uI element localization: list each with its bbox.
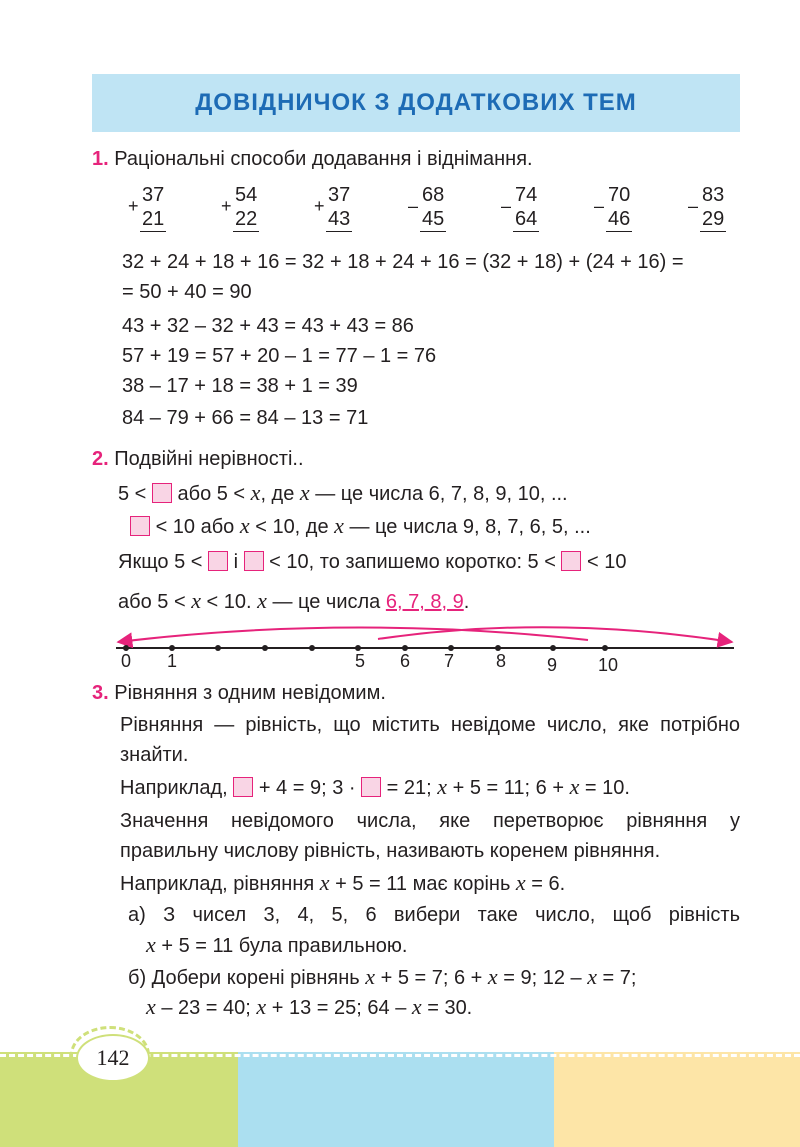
tick-label: 9	[546, 655, 558, 675]
page-number: 142	[96, 1045, 130, 1070]
blank-box	[361, 777, 381, 797]
root-example: Наприклад, рівняння x + 5 = 11 має корінь x = 6.	[120, 870, 566, 895]
equation-examples: Наприклад, + 4 = 9; 3 · = 21; x + 5 = 11; 6 + x = 10.	[120, 774, 630, 799]
equation-line: 84 – 79 + 66 = 84 – 13 = 71	[122, 407, 369, 429]
number-line	[110, 622, 750, 678]
column-bottom-number: 64	[515, 208, 538, 230]
equation-line: 32 + 24 + 18 + 16 = 32 + 18 + 24 + 16 = (32 + 18) + (24 + 16) =	[122, 251, 684, 273]
column-bottom-number: 22	[235, 208, 258, 230]
column-top-number: 37	[328, 184, 351, 206]
operation-sign: +	[221, 196, 232, 216]
equation-definition: Рівняння — рівність, що містить невідоме число, яке потрібно знайти.	[120, 714, 740, 766]
operation-sign: +	[314, 196, 325, 216]
column-computation	[128, 183, 166, 232]
column-computation	[594, 183, 632, 232]
column-top-number: 83	[702, 184, 725, 206]
inequality-line-4: або 5 < x < 10. x — це числа 6, 7, 8, 9.	[118, 588, 470, 613]
column-top-number: 70	[608, 184, 631, 206]
blank-box	[208, 551, 228, 571]
column-bottom-number: 46	[608, 208, 631, 230]
root-definition: Значення невідомого числа, яке перетворює рівняння у правильну числову рівність, називають коренем рівняння.	[120, 810, 740, 862]
blank-box	[244, 551, 264, 571]
equation-line: 38 – 17 + 18 = 38 + 1 = 39	[122, 375, 358, 397]
blank-box	[233, 777, 253, 797]
title-banner	[92, 74, 740, 132]
tick-label: 6	[399, 651, 411, 671]
column-top-number: 68	[422, 184, 445, 206]
tick-dot	[215, 645, 221, 651]
page-title: ДОВІДНИЧОК З ДОДАТКОВИХ ТЕМ	[195, 89, 637, 116]
page-number-badge	[76, 1034, 150, 1082]
column-top-number: 54	[235, 184, 258, 206]
column-bottom-number: 45	[422, 208, 445, 230]
task-b-line-2: x – 23 = 40; x + 13 = 25; 64 – x = 30.	[146, 994, 473, 1019]
section-2-heading: 2. Подвійні нерівності..	[92, 448, 304, 470]
tick-label: 7	[443, 651, 455, 671]
column-top-number: 37	[142, 184, 165, 206]
task-b-line-1: б) Добери корені рівнянь x + 5 = 7; 6 + x = 9; 12 – x = 7;	[128, 964, 637, 989]
column-computation	[408, 183, 446, 232]
operation-sign: +	[128, 196, 139, 216]
operation-sign: –	[501, 196, 512, 216]
inequality-line-1: 5 < або 5 < x, де x — це числа 6, 7, 8, 9, 10, ...	[118, 480, 568, 505]
operation-sign: –	[594, 196, 605, 216]
operation-sign: –	[408, 196, 419, 216]
tick-dot	[550, 645, 556, 651]
tick-label: 10	[597, 655, 619, 675]
section-1-heading: 1. Раціональні способи додавання і віднімання.	[92, 148, 533, 170]
tick-dot	[309, 645, 315, 651]
tick-label: 8	[495, 651, 507, 671]
blank-box	[130, 516, 150, 536]
tick-dot	[262, 645, 268, 651]
column-bottom-number: 43	[328, 208, 351, 230]
column-computation	[314, 183, 352, 232]
equation-line: 43 + 32 – 32 + 43 = 43 + 43 = 86	[122, 315, 414, 337]
blank-box	[152, 483, 172, 503]
equation-line: 57 + 19 = 57 + 20 – 1 = 77 – 1 = 76	[122, 345, 437, 367]
blank-box	[561, 551, 581, 571]
column-computation	[501, 183, 539, 232]
column-bottom-number: 29	[702, 208, 725, 230]
column-computation	[688, 183, 726, 232]
tick-label: 5	[354, 651, 366, 671]
footer-blue	[238, 1052, 554, 1147]
equation-line: = 50 + 40 = 90	[122, 281, 252, 303]
tick-label: 0	[120, 651, 132, 671]
arrow-left	[118, 627, 588, 642]
tick-dot	[602, 645, 608, 651]
footer-yellow	[554, 1052, 800, 1147]
operation-sign: –	[688, 196, 699, 216]
inequality-line-3: Якщо 5 < і < 10, то запишемо коротко: 5 < < 10	[118, 551, 627, 573]
tick-label: 1	[166, 651, 178, 671]
task-a-line-2: x + 5 = 11 була правильною.	[146, 932, 408, 957]
task-a-line-1: а) З чисел 3, 4, 5, 6 вибери таке число, щоб рівність	[128, 904, 740, 926]
section-3-heading: 3. Рівняння з одним невідомим.	[92, 682, 386, 704]
column-bottom-number: 21	[142, 208, 165, 230]
column-top-number: 74	[515, 184, 538, 206]
column-computation	[221, 183, 259, 232]
inequality-line-2: < 10 або x < 10, де x — це числа 9, 8, 7, 6, 5, ...	[130, 513, 591, 540]
